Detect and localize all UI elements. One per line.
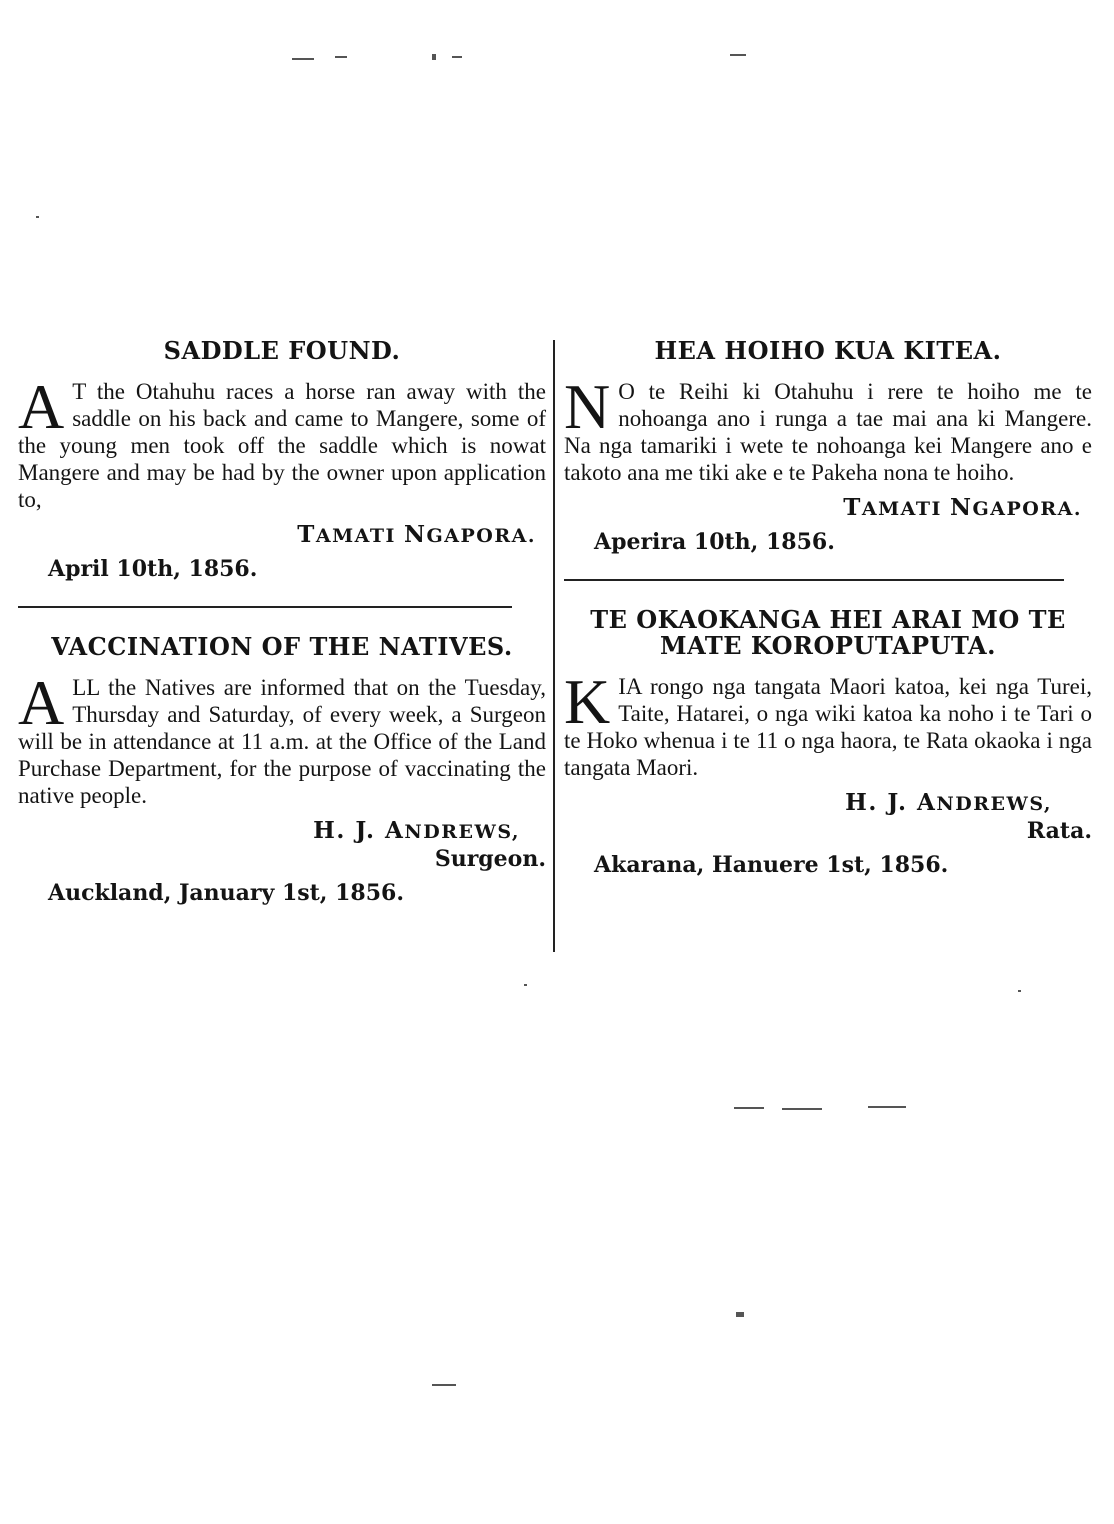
scan-speck: [730, 54, 746, 56]
drop-cap: K: [564, 666, 611, 737]
scan-speck: [782, 1108, 822, 1110]
scan-speck: [432, 1384, 456, 1386]
drop-cap: N: [564, 371, 611, 442]
notice-signature: TAMATI NGAPORA.: [843, 494, 1082, 521]
vaccination-notice: [18, 634, 546, 906]
maori-column: [564, 334, 1092, 878]
notice-body: [18, 667, 546, 809]
scan-speck: [452, 56, 462, 58]
notice-date: Auckland, January 1st, 1856.: [48, 880, 405, 906]
hea-hoiho-notice: [564, 334, 1092, 555]
scan-speck: [335, 56, 347, 58]
notice-text: O te Reihi ki Otahuhu i rere te hoiho me te nohoanga ano i runga a tae mai ana ki Mangere. Na nga tamariki i wete te nohoanga kei Mangere ano e takoto ana me tiki ake e te Pakeha nona te hoiho.: [564, 379, 1092, 485]
notice-text: IA rongo nga tangata Maori katoa, kei nga Turei, Taite, Hatarei, o nga wiki katoa ka noho i te Tari o te Hoko whenua i te 11 o nga haora, te Rata okaoka i nga tangata Maori.: [564, 674, 1092, 780]
notice-text: T the Otahuhu races a horse ran away with the saddle on his back and came to Mangere, some of the young men took off the saddle which is nowat Mangere and may be had by the owner upon application to,: [18, 379, 546, 512]
notice-body: [564, 371, 1092, 486]
scan-speck: [734, 1107, 764, 1109]
drop-cap: A: [18, 371, 65, 442]
column-divider: [553, 340, 555, 952]
notice-signature: TAMATI NGAPORA.: [297, 521, 536, 548]
notice-text: LL the Natives are informed that on the Tuesday, Thursday and Saturday, of every week, a Surgeon will be in attendance at 11 a.m. at the Office of the Land Purchase Department, for the purpose of vaccinating the native people.: [18, 675, 546, 808]
scan-speck: [292, 58, 314, 60]
scan-speck: [1018, 990, 1021, 992]
notice-heading: VACCINATION OF THE NATIVES.: [51, 632, 513, 661]
scan-speck: [432, 54, 436, 60]
saddle-found-notice: [18, 334, 546, 582]
signatory-title: Surgeon.: [434, 846, 546, 872]
drop-cap: A: [18, 667, 65, 738]
scan-speck: [524, 984, 527, 986]
notice-signature: H. J. ANDREWS,: [845, 789, 1052, 816]
notice-separator: [18, 606, 512, 608]
signatory-title: Rata.: [1026, 818, 1092, 844]
notice-heading: TE OKAOKANGA HEI ARAI MO TE MATE KOROPUTAPUTA.: [590, 605, 1066, 660]
english-column: [18, 334, 546, 906]
okaokanga-notice: [564, 607, 1092, 878]
notice-body: [564, 666, 1092, 781]
notice-heading: SADDLE FOUND.: [163, 336, 401, 365]
notice-date: Aperira 10th, 1856.: [594, 529, 835, 555]
scan-speck: [736, 1312, 744, 1317]
notice-heading: HEA HOIHO KUA KITEA.: [654, 336, 1002, 365]
notice-date: April 10th, 1856.: [48, 556, 258, 582]
notice-signature: H. J. ANDREWS,: [313, 817, 520, 844]
scan-speck: [36, 216, 39, 218]
notice-date: Akarana, Hanuere 1st, 1856.: [594, 852, 949, 878]
scan-speck: [868, 1106, 906, 1108]
notice-body: [18, 371, 546, 513]
notice-separator: [564, 579, 1064, 581]
